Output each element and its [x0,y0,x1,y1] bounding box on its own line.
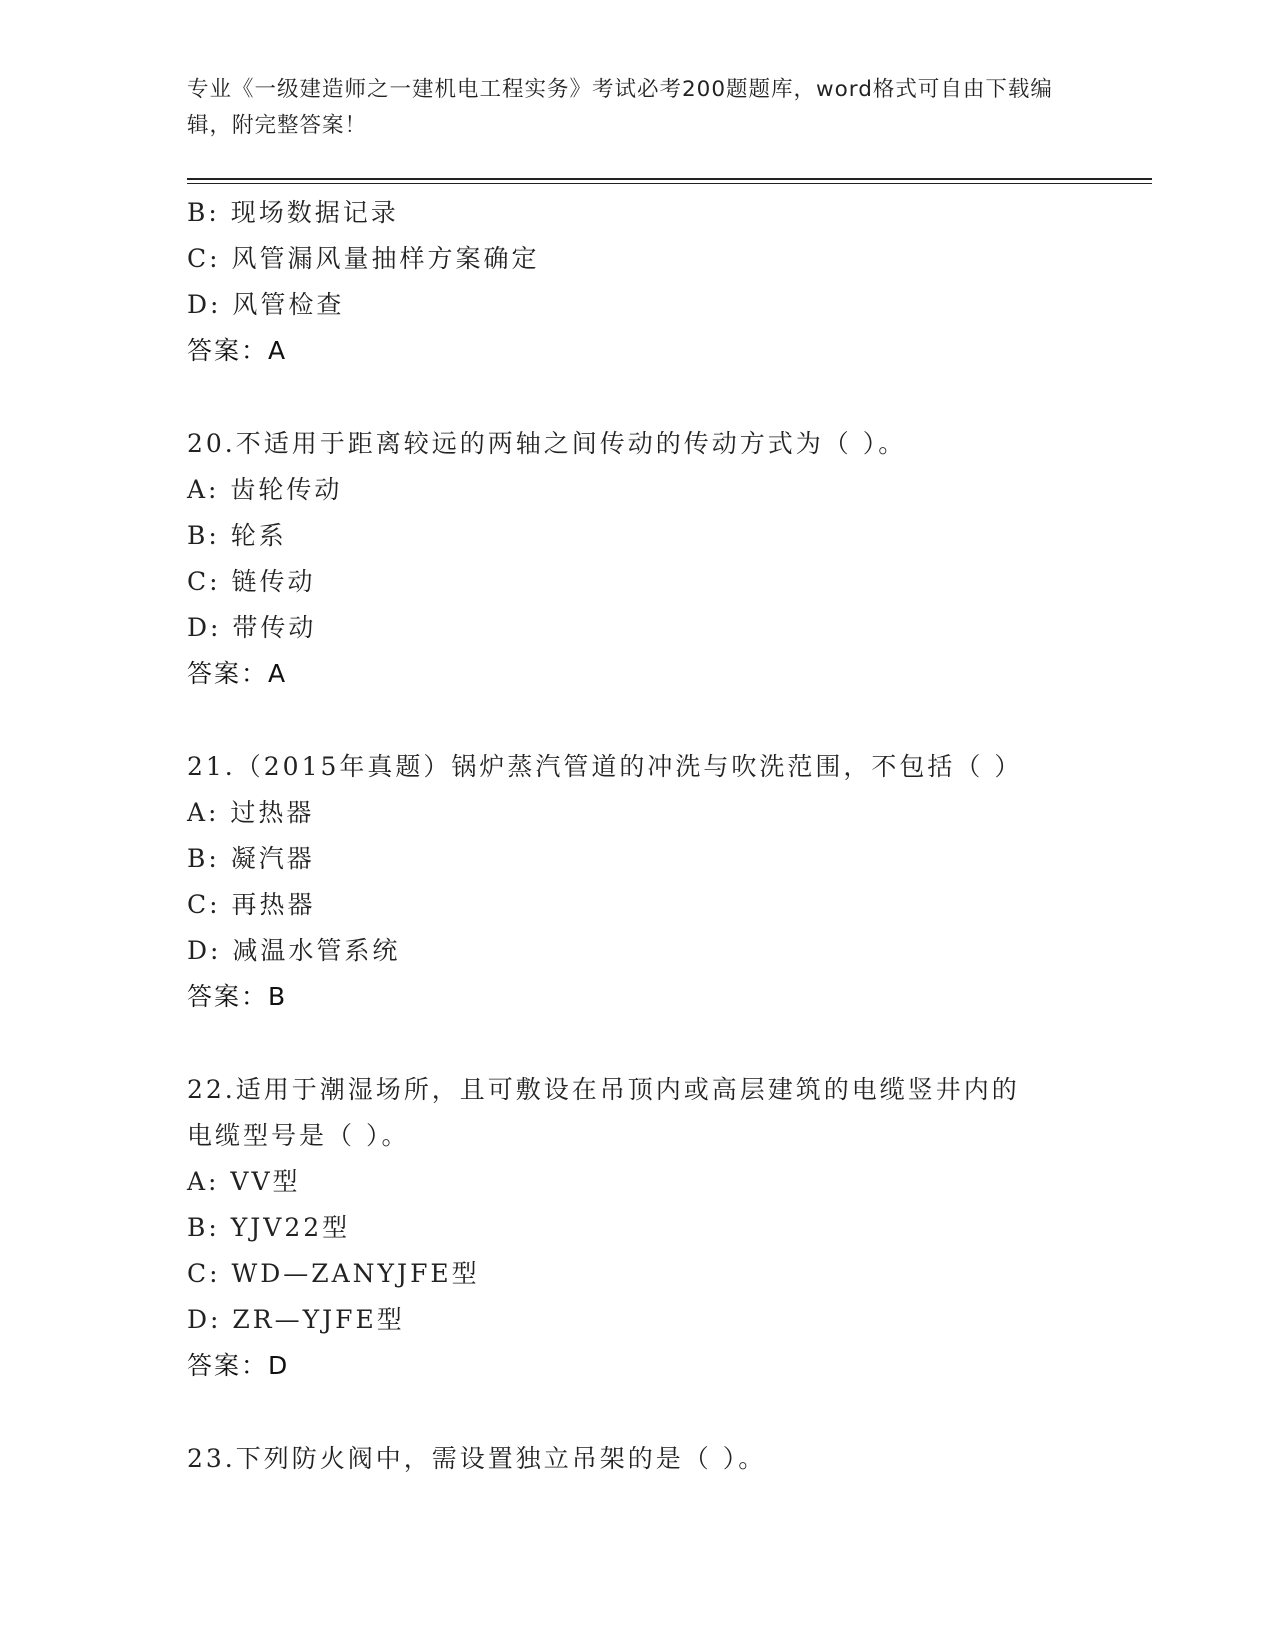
question-text: 23.下列防火阀中，需设置独立吊架的是（ ）。 [187,1444,767,1473]
question-text: 21.（2015年真题）锅炉蒸汽管道的冲洗与吹洗范围，不包括（ ） [187,752,1023,781]
header-divider [187,178,1152,180]
option-a: A: VV型 [187,1167,301,1196]
answer-text: 答案：A [187,659,288,688]
option-d: D: 减温水管系统 [187,936,401,965]
option-c: C: WD—ZANYJFE型 [187,1259,480,1288]
option-c: C: 链传动 [187,567,316,596]
question-22 [187,1067,1087,1389]
option-d: D: 带传动 [187,613,317,642]
question-text: 22.适用于潮湿场所，且可敷设在吊顶内或高层建筑的电缆竖井内的电缆型号是（ ）。 [187,1075,1020,1150]
answer-text: 答案：B [187,982,288,1011]
option-d: D: ZR—YJFE型 [187,1305,405,1334]
header-divider-thin [187,183,1152,184]
question-21 [187,744,1087,1020]
question-text: 20.不适用于距离较远的两轴之间传动的传动方式为（ ）。 [187,429,907,458]
option-c: C: 风管漏风量抽样方案确定 [187,244,540,273]
option-b: B: 轮系 [187,521,287,550]
option-b: B: 凝汽器 [187,844,315,873]
option-a: A: 过热器 [187,798,315,827]
document-header: 专业《一级建造师之一建机电工程实务》考试必考200题题库，word格式可自由下载编辑，附完整答案！ [187,77,1053,138]
answer-text: 答案：D [187,1351,290,1380]
continued-question [187,190,1087,374]
question-list [187,190,1087,1482]
answer-text: 答案：A [187,336,288,365]
option-d: D: 风管检查 [187,290,345,319]
option-c: C: 再热器 [187,890,316,919]
question-20 [187,421,1087,697]
option-a: A: 齿轮传动 [187,475,343,504]
option-b: B: YJV22型 [187,1213,351,1242]
option-b: B: 现场数据记录 [187,198,399,227]
question-23 [187,1436,1087,1482]
